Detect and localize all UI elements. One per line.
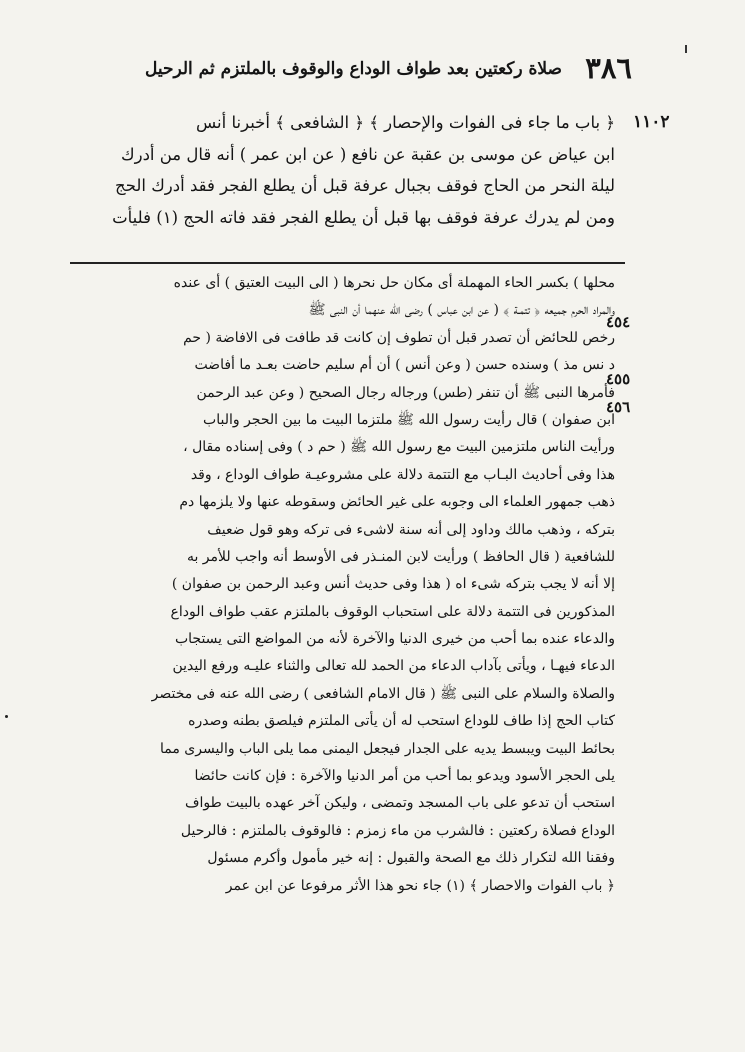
- commentary-line-17: كتاب الحج إذا طاف للوداع استحب له أن يأتى الملتزم فيلصق بطنه وصدره: [188, 713, 615, 730]
- margin-number-455: ٤٥٥: [606, 370, 631, 388]
- commentary-line-13: المذكورين فى التتمة دلالة على استحباب الوقوف بالملتزم عقب طواف الوداع: [170, 603, 615, 620]
- main-line-1: ﴿ باب ما جاء فى الفوات والإحصار ﴾ ﴿ الشافعى ﴾ أخبرنا أنس: [196, 113, 615, 132]
- footnote-divider: [70, 262, 625, 264]
- commentary-line-8: هذا وفى أحاديث البـاب مع التتمة دلالة على مشروعيـة طواف الوداع ، وقد: [190, 466, 615, 483]
- commentary-line-5: فأمرها النبى ﷺ أن تنفر (طس) ورجاله رجال الصحيح ( وعن عبد الرحمن: [196, 384, 615, 401]
- scan-dot: [5, 715, 8, 718]
- main-line-3: ليلة النحر من الحاج فوقف بجبال عرفة قبل أن يطلع الفجر فقد أدرك الحج: [115, 176, 615, 195]
- hadith-number: ١١٠٢: [633, 112, 670, 132]
- commentary-line-14: والدعاء عنده بما أحب من خيرى الدنيا والآخرة لأنه من المواضع التى يستجاب: [174, 631, 615, 648]
- commentary-line-20: استحب أن تدعو على باب المسجد وتمضى ، وليكن آخر عهده بالبيت طواف: [184, 795, 615, 812]
- margin-number-454: ٤٥٤: [606, 313, 631, 331]
- main-line-2: ابن عياض عن موسى بن عقبة عن نافع ( عن ابن عمر ) أنه قال من أدرك: [121, 144, 615, 164]
- commentary-line-18: بحائط البيت ويبسط يديه على الجدار فيجعل اليمنى مما يلى الباب واليسرى مما: [159, 740, 615, 757]
- main-text: [70, 107, 615, 233]
- commentary-line-10: بتركه ، وذهب مالك وداود إلى أنه سنة لاشىء فى تركه وهو قول ضعيف: [207, 521, 615, 538]
- main-line-4: ومن لم يدرك عرفة فوقف بها قبل أن يطلع الفجر فقد فاته الحج (١) فليأت: [112, 207, 615, 227]
- commentary-text: [88, 270, 615, 900]
- commentary-line-21: الوداع فصلاة ركعتين : فالشرب من ماء زمزم : فالوقوف بالملتزم : فالرحيل: [180, 822, 615, 839]
- commentary-line-1: محلها ) بكسر الحاء المهملة أى مكان حل نحرها ( الى البيت العتيق ) أى عنده: [173, 275, 615, 291]
- commentary-line-12: إلا أنه لا يجب بتركه شىء اه ( هذا وفى حديث أنس وعبد الرحمن بن صفوان ): [171, 576, 615, 593]
- commentary-line-22: وفقنا الله لتكرار ذلك مع الصحة والقبول : إنه خير مأمول وأكرم مسئول: [207, 850, 615, 867]
- commentary-line-2: والمراد الحرم جميعه ﴿ تتمـة ﴾ ( عن ابن عباس ) رضى الله عنهما أن النبى ﷺ: [308, 302, 615, 319]
- commentary-line-7: ورأيت الناس ملتزمين البيت مع رسول الله ﷺ ( حم د ) وفى إسناده مقال ،: [183, 439, 615, 456]
- page-number: ٣٨٦: [585, 51, 632, 85]
- commentary-line-4: د نس مذ ) وسنده حسن ( وعن أنس ) أن أم سليم حاضت بعـد ما أفاضت: [194, 357, 615, 374]
- commentary-line-3: رخص للحائض أن تصدر قبل أن تطوف إن كانت قد طافت فى الافاضة ( حم: [183, 329, 615, 346]
- scan-mark: [685, 45, 687, 53]
- commentary-line-9: ذهب جمهور العلماء الى وجوبه على غير الحائض وسقوطه عنها ولا يلزمها دم: [179, 494, 615, 511]
- commentary-line-6: ابن صفوان ) قال رأيت رسول الله ﷺ ملتزما البيت ما بين الحجر والباب: [203, 411, 615, 428]
- commentary-line-11: للشافعية ( قال الحافظ ) ورأيت لابن المنـذر فى الأوسط أنه واجب للأمر به: [186, 548, 615, 565]
- commentary-line-16: والصلاة والسلام على النبى ﷺ ( قال الامام الشافعى ) رضى الله عنه فى مختصر: [151, 685, 615, 702]
- commentary-line-19: يلى الحجر الأسود ويدعو بما أحب من أمر الدنيا والآخرة : فإن كانت حائضا: [194, 768, 615, 785]
- running-title: صلاة ركعتين بعد طواف الوداع والوقوف بالملتزم ثم الرحيل: [144, 59, 562, 79]
- page-header: [92, 50, 632, 86]
- commentary-line-15: الدعاء فيهـا ، ويأتى بآداب الدعاء من الحمد لله تعالى والثناء عليـه ورفع اليدين: [172, 658, 615, 675]
- margin-number-456: ٤٥٦: [606, 398, 631, 416]
- commentary-line-23: ﴿ باب الفوات والاحصار ﴾ (١) جاء نحو هذا الأثر مرفوعا عن ابن عمر: [225, 877, 615, 894]
